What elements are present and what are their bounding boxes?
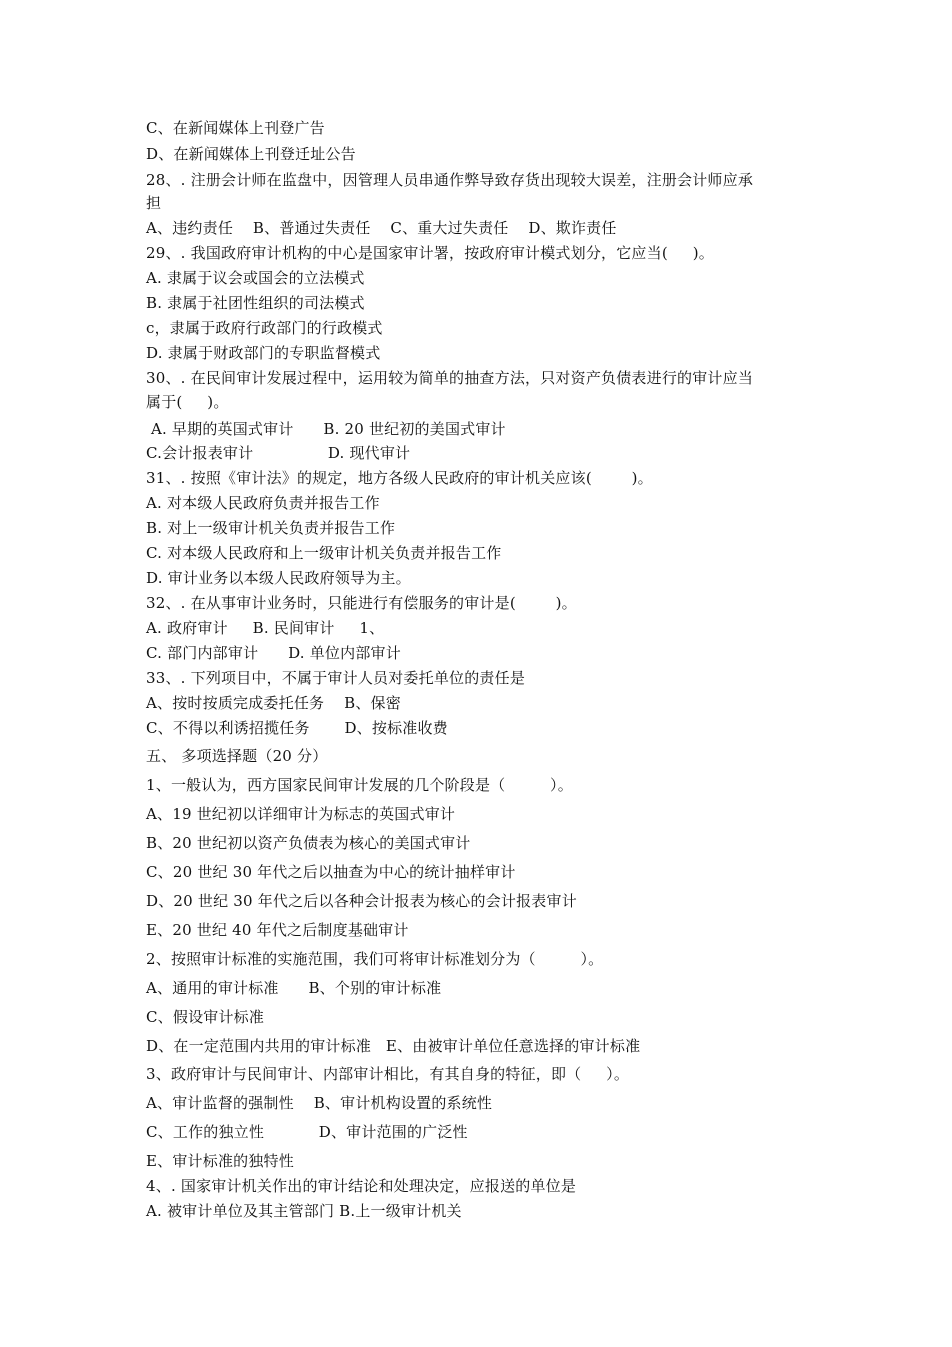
answer-options: A、审计监督的强制性 B、审计机构设置的系统性 bbox=[146, 1094, 493, 1112]
answer-option: E、审计标准的独特性 bbox=[146, 1152, 294, 1170]
answer-options: A. 政府审计 B. 民间审计 1、 bbox=[146, 619, 385, 637]
question-multi-3: 3、政府审计与民间审计、内部审计相比，有其自身的特征，即（ ）。 bbox=[146, 1065, 630, 1083]
answer-option: A. 对本级人民政府负责并报告工作 bbox=[146, 494, 380, 512]
question-30: 30、. 在民间审计发展过程中，运用较为简单的抽查方法，只对资产负债表进行的审计应当 bbox=[146, 369, 754, 387]
question-multi-4: 4、. 国家审计机关作出的审计结论和处理决定，应报送的单位是 bbox=[146, 1177, 577, 1195]
answer-options: C、不得以利诱招揽任务 D、按标准收费 bbox=[146, 719, 448, 737]
answer-option: A、19 世纪初以详细审计为标志的英国式审计 bbox=[146, 805, 456, 823]
answer-option: C、20 世纪 30 年代之后以抽查为中心的统计抽样审计 bbox=[146, 863, 516, 881]
answer-options: D、在一定范围内共用的审计标准 E、由被审计单位任意选择的审计标准 bbox=[146, 1037, 641, 1055]
answer-option: B. 隶属于社团性组织的司法模式 bbox=[146, 294, 365, 312]
question-31: 31、. 按照《审计法》的规定，地方各级人民政府的审计机关应该( )。 bbox=[146, 469, 653, 487]
text-line: 属于( )。 bbox=[146, 393, 229, 411]
text-line: 担 bbox=[146, 194, 162, 212]
question-32: 32、. 在从事审计业务时，只能进行有偿服务的审计是( )。 bbox=[146, 594, 577, 612]
answer-option: B、20 世纪初以资产负债表为核心的美国式审计 bbox=[146, 834, 471, 852]
answer-option: D. 隶属于财政部门的专职监督模式 bbox=[146, 344, 381, 362]
question-29: 29、. 我国政府审计机构的中心是国家审计署，按政府审计模式划分，它应当( )。 bbox=[146, 244, 714, 262]
question-multi-1: 1、一般认为，西方国家民间审计发展的几个阶段是（ ）。 bbox=[146, 776, 573, 794]
answer-options: C.会计报表审计 D. 现代审计 bbox=[146, 444, 411, 462]
answer-option: C. 对本级人民政府和上一级审计机关负责并报告工作 bbox=[146, 544, 502, 562]
answer-option: D. 审计业务以本级人民政府领导为主。 bbox=[146, 569, 411, 587]
text-line: C、在新闻媒体上刊登广告 bbox=[146, 119, 325, 137]
answer-option: E、20 世纪 40 年代之后制度基础审计 bbox=[146, 921, 409, 939]
answer-option: c，隶属于政府行政部门的行政模式 bbox=[146, 319, 383, 337]
question-28: 28、. 注册会计师在监盘中，因管理人员串通作弊导致存货出现较大误差，注册会计师应承 bbox=[146, 171, 754, 189]
answer-options: A、按时按质完成委托任务 B、保密 bbox=[146, 694, 401, 712]
question-multi-2: 2、按照审计标准的实施范围，我们可将审计标准划分为（ ）。 bbox=[146, 950, 604, 968]
answer-options: A. 被审计单位及其主管部门 B.上一级审计机关 bbox=[146, 1202, 462, 1220]
answer-option: D、20 世纪 30 年代之后以各种会计报表为核心的会计报表审计 bbox=[146, 892, 577, 910]
answer-options: A. 早期的英国式审计 B. 20 世纪初的美国式审计 bbox=[146, 420, 506, 438]
answer-option: B. 对上一级审计机关负责并报告工作 bbox=[146, 519, 396, 537]
answer-options: C、工作的独立性 D、审计范围的广泛性 bbox=[146, 1123, 468, 1141]
question-33: 33、. 下列项目中，不属于审计人员对委托单位的责任是 bbox=[146, 669, 526, 687]
text-line: D、在新闻媒体上刊登迁址公告 bbox=[146, 145, 356, 163]
answer-option: C、假设审计标准 bbox=[146, 1008, 265, 1026]
answer-option: A. 隶属于议会或国会的立法模式 bbox=[146, 269, 365, 287]
section-heading: 五、 多项选择题（20 分） bbox=[146, 747, 328, 765]
answer-options: C. 部门内部审计 D. 单位内部审计 bbox=[146, 644, 401, 662]
answer-options: A、违约责任 B、普通过失责任 C、重大过失责任 D、欺诈责任 bbox=[146, 219, 617, 237]
answer-options: A、通用的审计标准 B、个别的审计标准 bbox=[146, 979, 442, 997]
